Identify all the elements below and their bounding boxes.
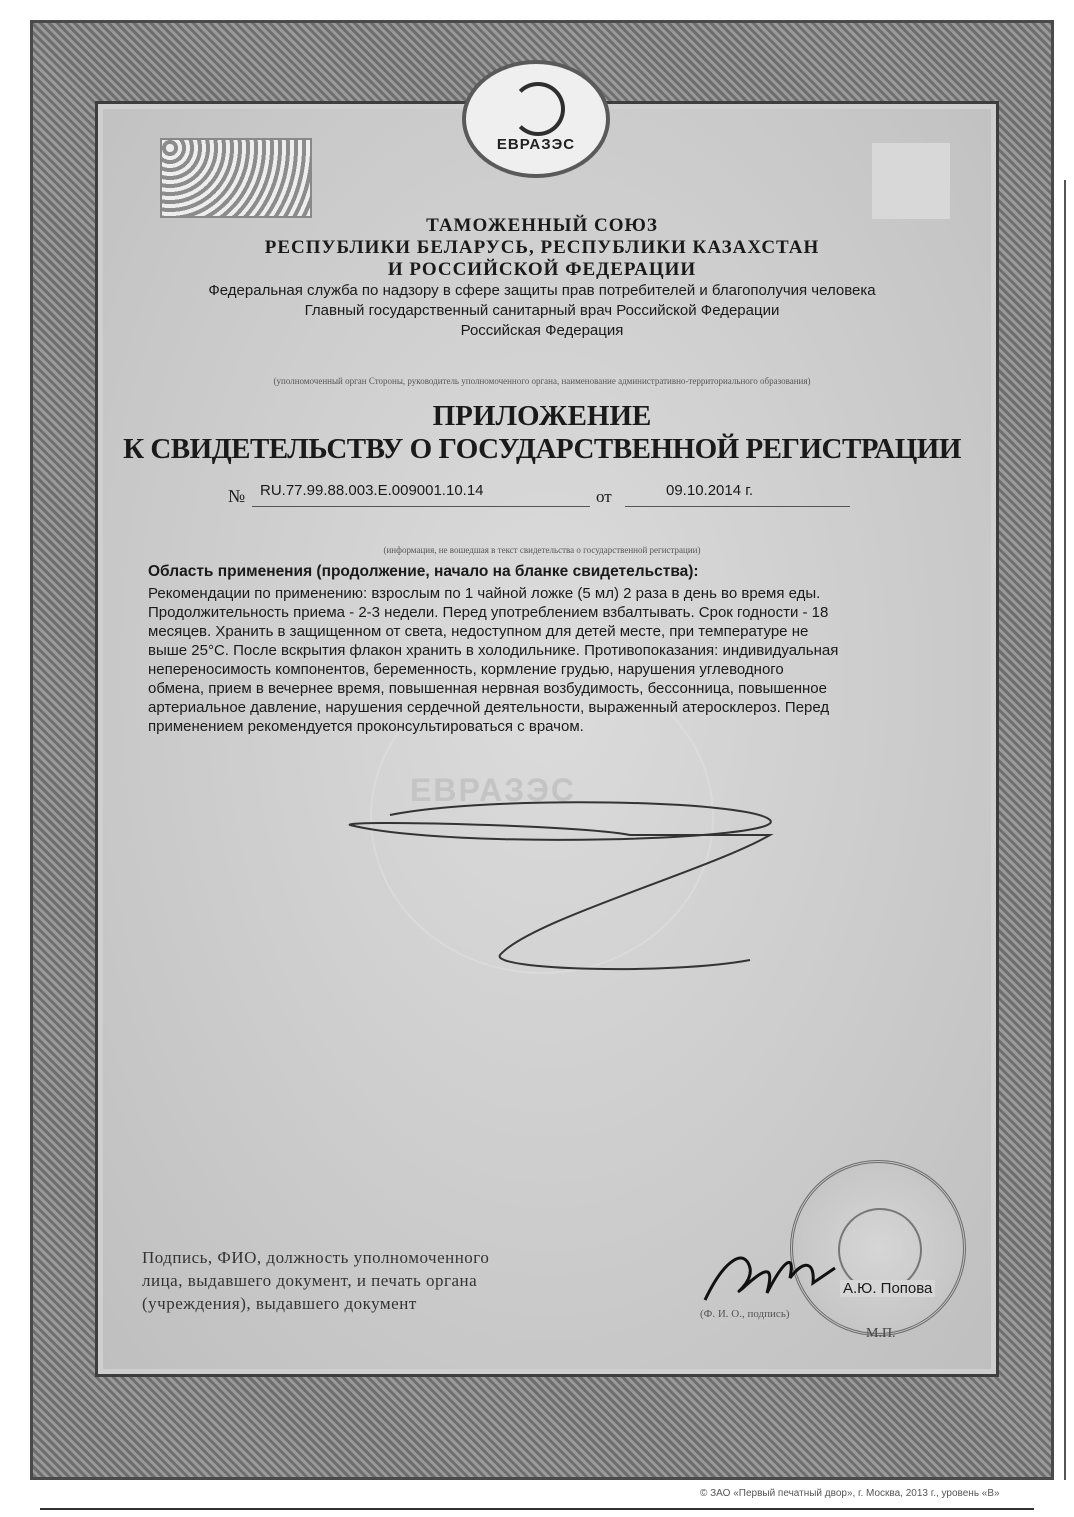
stamp-mark: М.П. <box>866 1326 896 1341</box>
customs-union-header <box>30 215 1054 281</box>
eurasec-emblem <box>462 60 610 178</box>
signer-name: А.Ю. Попова <box>840 1280 935 1297</box>
registration-hint: (информация, не вошедшая в текст свидетельства о государственной регистрации) <box>383 545 701 555</box>
z-scribble-mark <box>330 790 850 990</box>
title-certificate: К СВИДЕТЕЛЬСТВУ О ГОСУДАРСТВЕННОЙ РЕГИСТРАЦИИ <box>123 433 961 465</box>
date-label: от <box>596 487 612 506</box>
issuing-authority <box>30 281 1054 341</box>
union-line-2: РЕСПУБЛИКИ БЕЛАРУСЬ, РЕСПУБЛИКИ КАЗАХСТАН <box>264 237 820 258</box>
scope-line: Продолжительность приема - 2-3 недели. Перед употреблением взбалтывать. Срок годности - 18 <box>148 604 829 621</box>
agency-name: Федеральная служба по надзору в сфере защиты прав потребителей и благополучия человека <box>208 282 876 299</box>
union-line-3: И РОССИЙСКОЙ ФЕДЕРАЦИИ <box>387 259 697 280</box>
scope-line: применением рекомендуется проконсультироваться с врачом. <box>148 718 584 735</box>
scope-text <box>148 584 968 736</box>
scope-line: непереносимость компонентов, беременность, кормление грудью, нарушения углеводного <box>148 661 784 678</box>
handwritten-signature <box>695 1238 845 1318</box>
scope-line: артериальное давление, нарушения сердечной деятельности, выраженный атеросклероз. Перед <box>148 699 830 716</box>
title-appendix: ПРИЛОЖЕНИЕ <box>432 400 652 432</box>
printer-note: © ЗАО «Первый печатный двор», г. Москва, 2013 г., уровень «В» <box>700 1488 1000 1499</box>
emblem-text: ЕВРАЗЭС <box>496 136 576 153</box>
number-label: № <box>228 486 246 506</box>
caption-line-1: Подпись, ФИО, должность уполномоченного <box>142 1248 490 1267</box>
caption-line-3: (учреждения), выдавшего документ <box>142 1294 417 1313</box>
signature-caption <box>142 1246 489 1315</box>
scan-edge-line <box>1064 180 1066 1480</box>
bottom-rule <box>40 1508 1034 1510</box>
certificate-sheet <box>30 20 1054 1480</box>
date-underline <box>625 506 850 507</box>
number-underline <box>252 506 590 507</box>
officer-title: Главный государственный санитарный врач Российской Федерации <box>304 302 780 319</box>
authority-hint: (уполномоченный орган Стороны, руководитель уполномоченного органа, наименование административно-территориального образования) <box>273 376 811 386</box>
scope-heading: Область применения (продолжение, начало на бланке свидетельства): <box>148 563 699 580</box>
union-line-1: ТАМОЖЕННЫЙ СОЮЗ <box>426 215 658 236</box>
fio-hint: (Ф. И. О., подпись) <box>700 1308 790 1320</box>
scope-line: выше 25°С. После вскрытия флакон хранить в холодильнике. Противопоказания: индивидуальная <box>148 642 839 659</box>
scope-line: месяцев. Хранить в защищенном от света, недоступном для детей месте, при температуре не <box>148 623 809 640</box>
security-pattern <box>160 138 312 218</box>
blank-square <box>872 143 950 219</box>
country-name: Российская Федерация <box>460 322 624 339</box>
scope-line: обмена, прием в вечернее время, повышенная нервная возбудимость, бессонница, повышенное <box>148 680 827 697</box>
caption-line-2: лица, выдавшего документ, и печать органа <box>142 1271 478 1290</box>
watermark-text: ЕВРАЗЭС <box>410 772 577 808</box>
registration-date: 09.10.2014 г. <box>666 482 754 499</box>
emblem-icon <box>511 82 565 136</box>
scope-line: Рекомендации по применению: взрослым по 1 чайной ложке (5 мл) 2 раза в день во время еды. <box>148 585 821 602</box>
registration-number: RU.77.99.88.003.E.009001.10.14 <box>260 482 484 499</box>
